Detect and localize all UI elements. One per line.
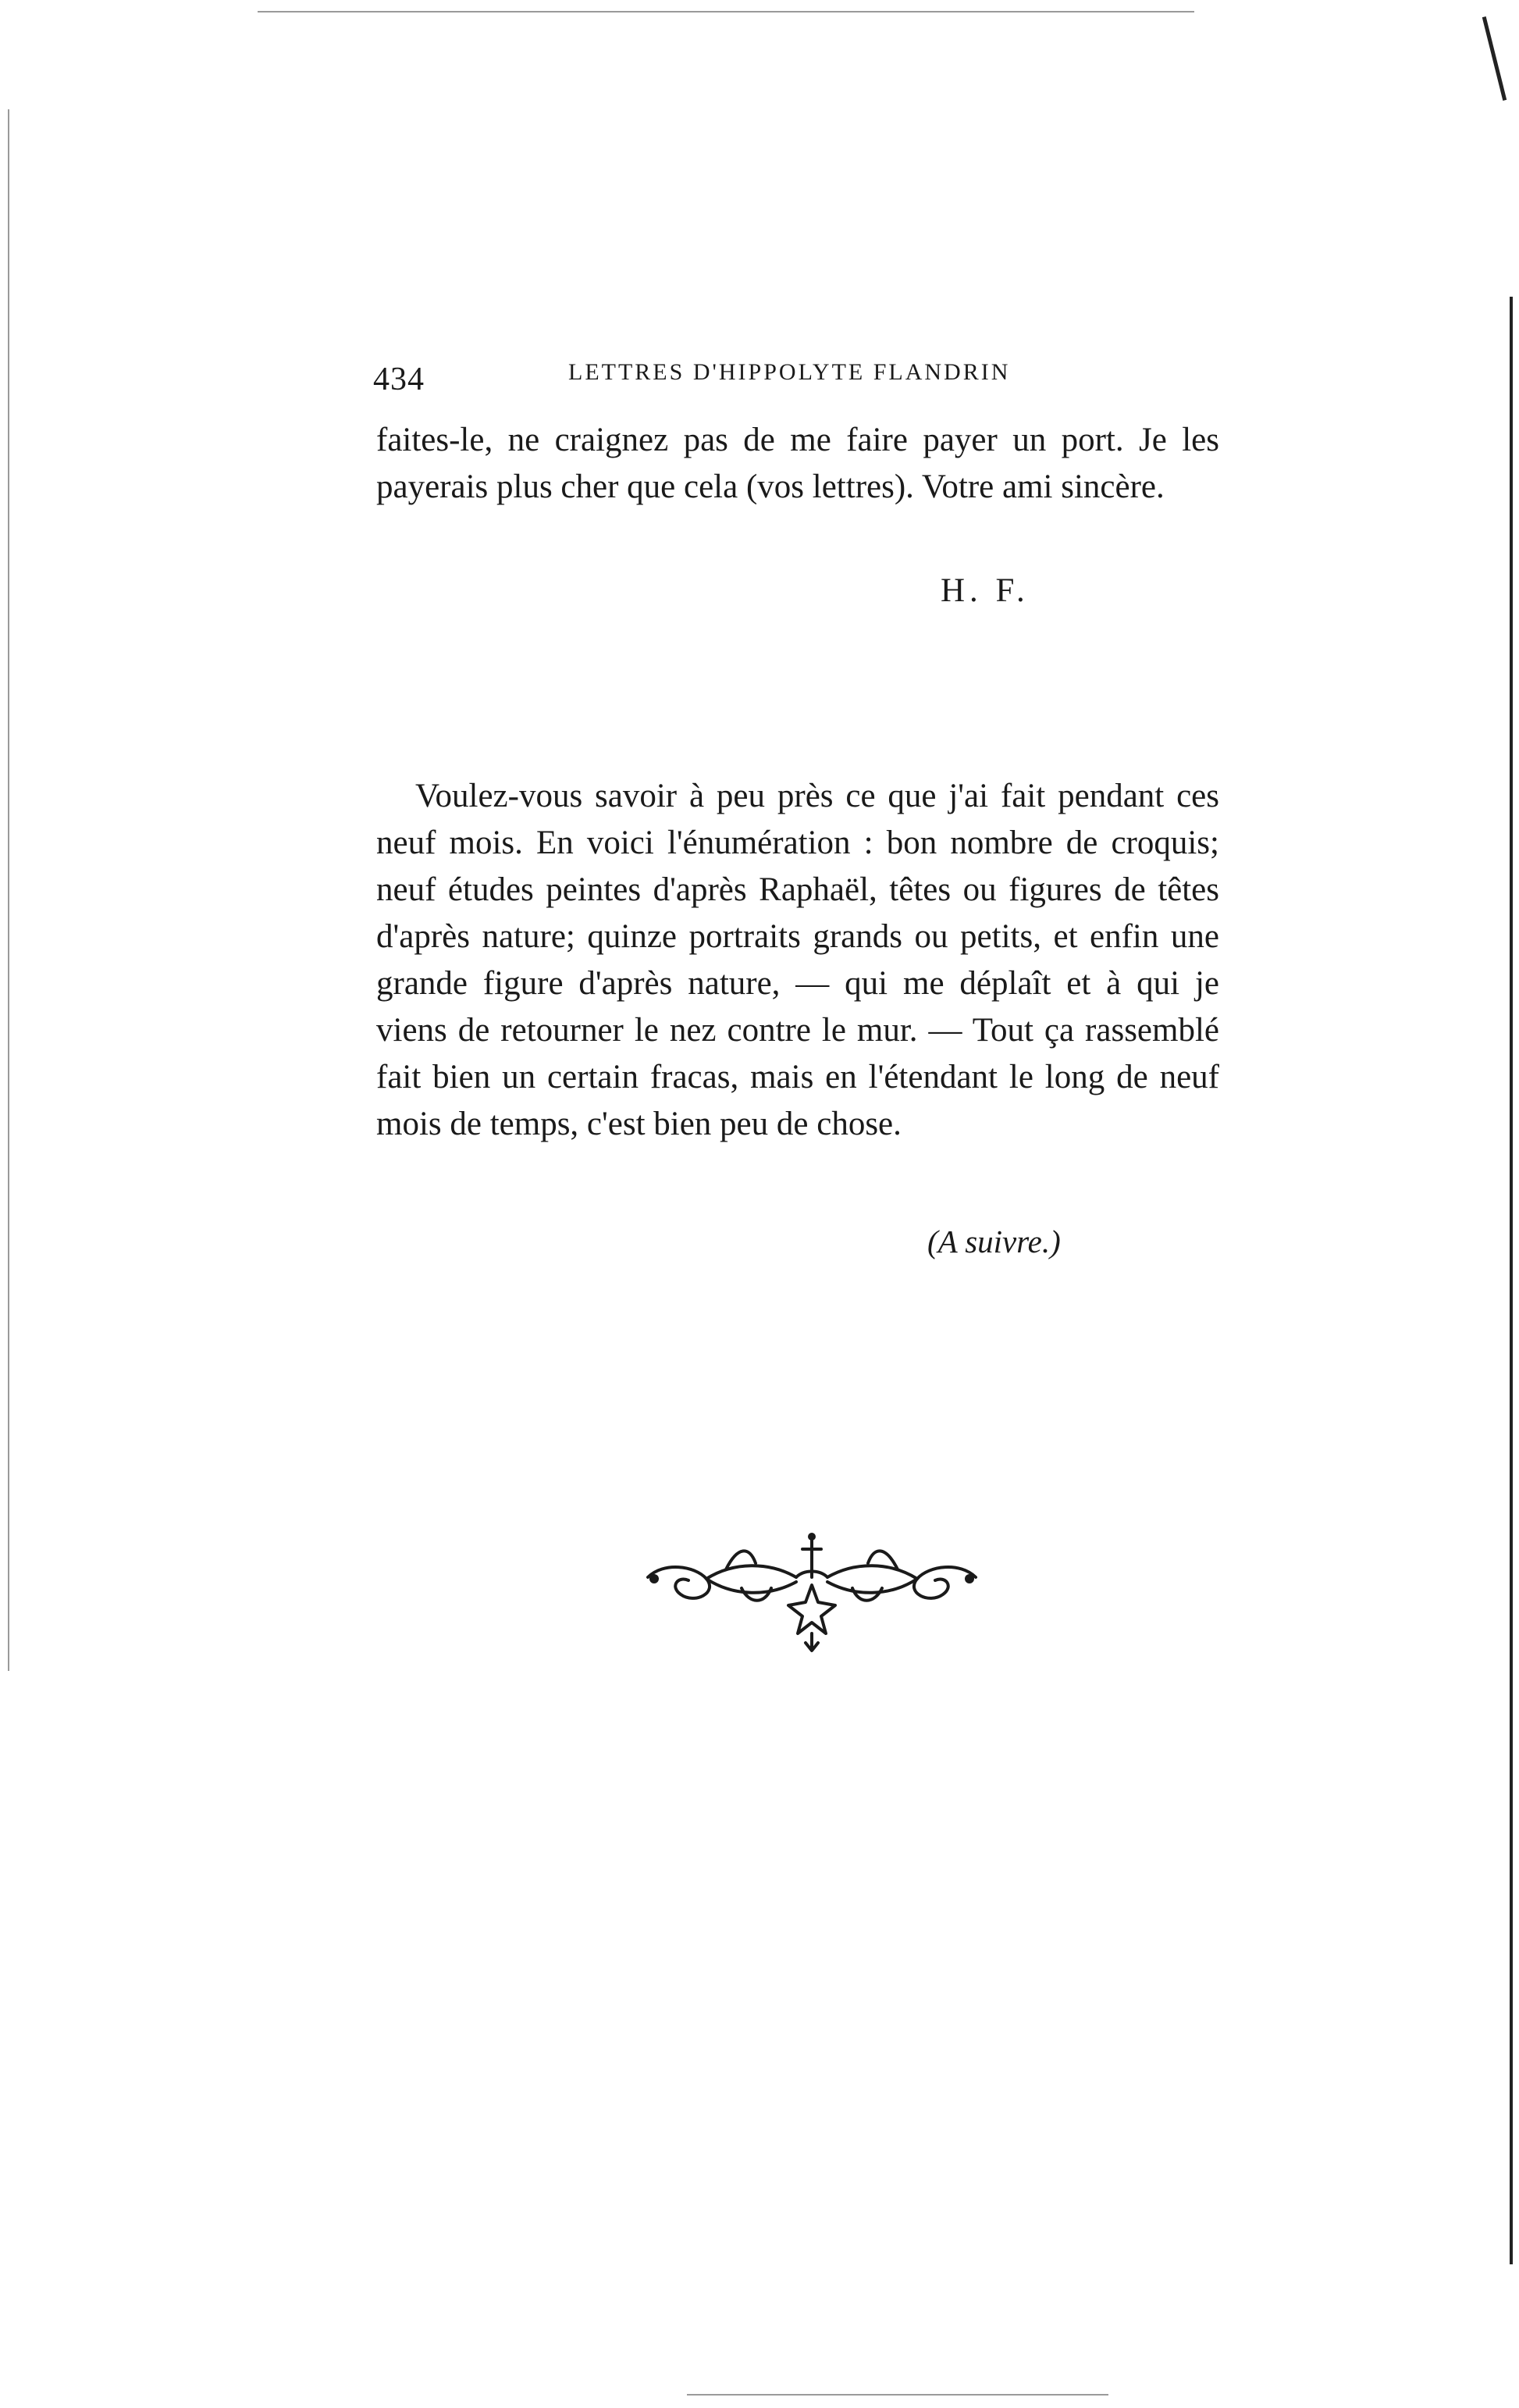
next-passage-paragraph (376, 773, 1219, 1148)
letter-closing-paragraph (376, 417, 1219, 511)
next-passage-text: Voulez-vous savoir à peu près ce que j'ai fait pendant ces neuf mois. En voici l'énumération : bon nombre de croquis; neuf études peintes d'après Raphaël, têtes ou figures de têtes d'après nature; quinze portraits grands ou petits, et enfin une grande figure d'après nature, — qui me déplaît et à qui je viens de retourner le nez contre le mur. — Tout ça rassemblé fait bien un certain fracas, mais en l'étendant le long de neuf mois de temps, c'est bien peu de chose. (376, 778, 1219, 1142)
scan-edge-line-bottom (687, 2394, 1108, 2396)
scan-edge-line-right (1510, 297, 1513, 2264)
signature-initials: H. F. (941, 572, 1030, 609)
letter-closing-text: faites-le, ne craignez pas de me faire payer un port. Je les payerais plus cher que cela (vos lettres). Votre ami sincère. (376, 422, 1219, 505)
scan-edge-mark-top-right (1482, 16, 1507, 101)
floral-tailpiece-ornament-icon (632, 1530, 991, 1655)
page-number: 434 (373, 362, 425, 397)
scan-edge-line-top (258, 11, 1194, 12)
running-head (373, 353, 1247, 408)
scan-edge-line-left (8, 109, 9, 1671)
running-title: LETTRES D'HIPPOLYTE FLANDRIN (568, 359, 1011, 385)
continuation-note: (A suivre.) (927, 1224, 1061, 1259)
